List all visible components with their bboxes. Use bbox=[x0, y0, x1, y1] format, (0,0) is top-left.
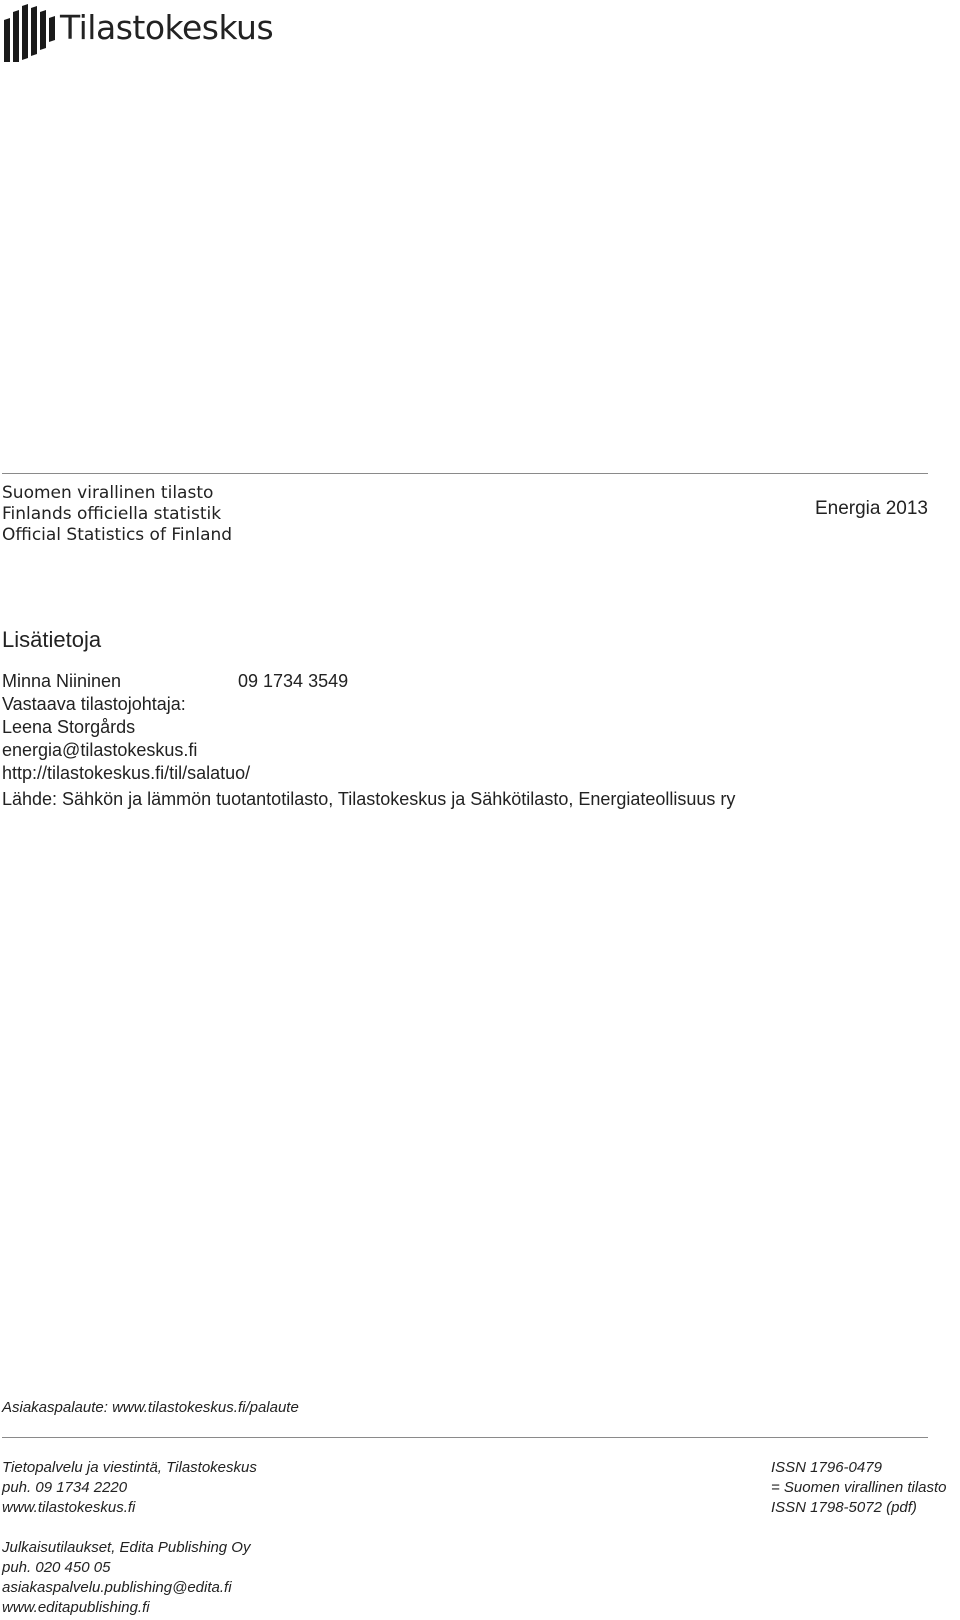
footer-left-line-3[interactable]: www.tilastokeskus.fi bbox=[2, 1499, 136, 1516]
issn-print: ISSN 1796-0479 bbox=[771, 1459, 882, 1476]
issn-series: = Suomen virallinen tilasto bbox=[771, 1479, 947, 1496]
divider-bottom bbox=[2, 1437, 928, 1438]
publisher-line-2: puh. 020 450 05 bbox=[2, 1559, 111, 1576]
source-note: Lähde: Sähkön ja lämmön tuotantotilasto, Tilastokeskus ja Sähkötilasto, Energiateollisuus ry bbox=[2, 789, 736, 809]
footer-left-line-1: Tietopalvelu ja viestintä, Tilastokeskus bbox=[2, 1459, 257, 1476]
contact-phone: 09 1734 3549 bbox=[238, 671, 349, 691]
director-name: Leena Storgårds bbox=[2, 717, 136, 737]
publisher-url[interactable]: www.editapublishing.fi bbox=[2, 1599, 150, 1616]
contact-email[interactable]: energia@tilastokeskus.fi bbox=[2, 740, 198, 760]
logo-wordmark: Tilastokeskus bbox=[60, 8, 274, 47]
footer-left-line-2: puh. 09 1734 2220 bbox=[2, 1479, 128, 1496]
series-line-en: Official Statistics of Finland bbox=[2, 525, 233, 545]
publisher-line-1: Julkaisutilaukset, Edita Publishing Oy bbox=[2, 1539, 251, 1556]
issn-pdf: ISSN 1798-5072 (pdf) bbox=[771, 1499, 917, 1516]
tilastokeskus-bars-logo-icon bbox=[2, 2, 56, 64]
feedback-line[interactable]: Asiakaspalaute: www.tilastokeskus.fi/palaute bbox=[2, 1399, 299, 1416]
director-label: Vastaava tilastojohtaja: bbox=[2, 694, 186, 714]
publication-title: Energia 2013 bbox=[814, 498, 928, 519]
series-line-fi: Suomen virallinen tilasto bbox=[2, 483, 214, 503]
statistics-url[interactable]: http://tilastokeskus.fi/til/salatuo/ bbox=[2, 763, 251, 783]
contact-name: Minna Niininen bbox=[2, 671, 122, 691]
publisher-email[interactable]: asiakaspalvelu.publishing@edita.fi bbox=[2, 1579, 232, 1596]
info-heading: Lisätietoja bbox=[2, 627, 102, 652]
series-line-sv: Finlands officiella statistik bbox=[2, 504, 222, 524]
divider-top bbox=[2, 473, 928, 474]
logo bbox=[2, 2, 272, 64]
